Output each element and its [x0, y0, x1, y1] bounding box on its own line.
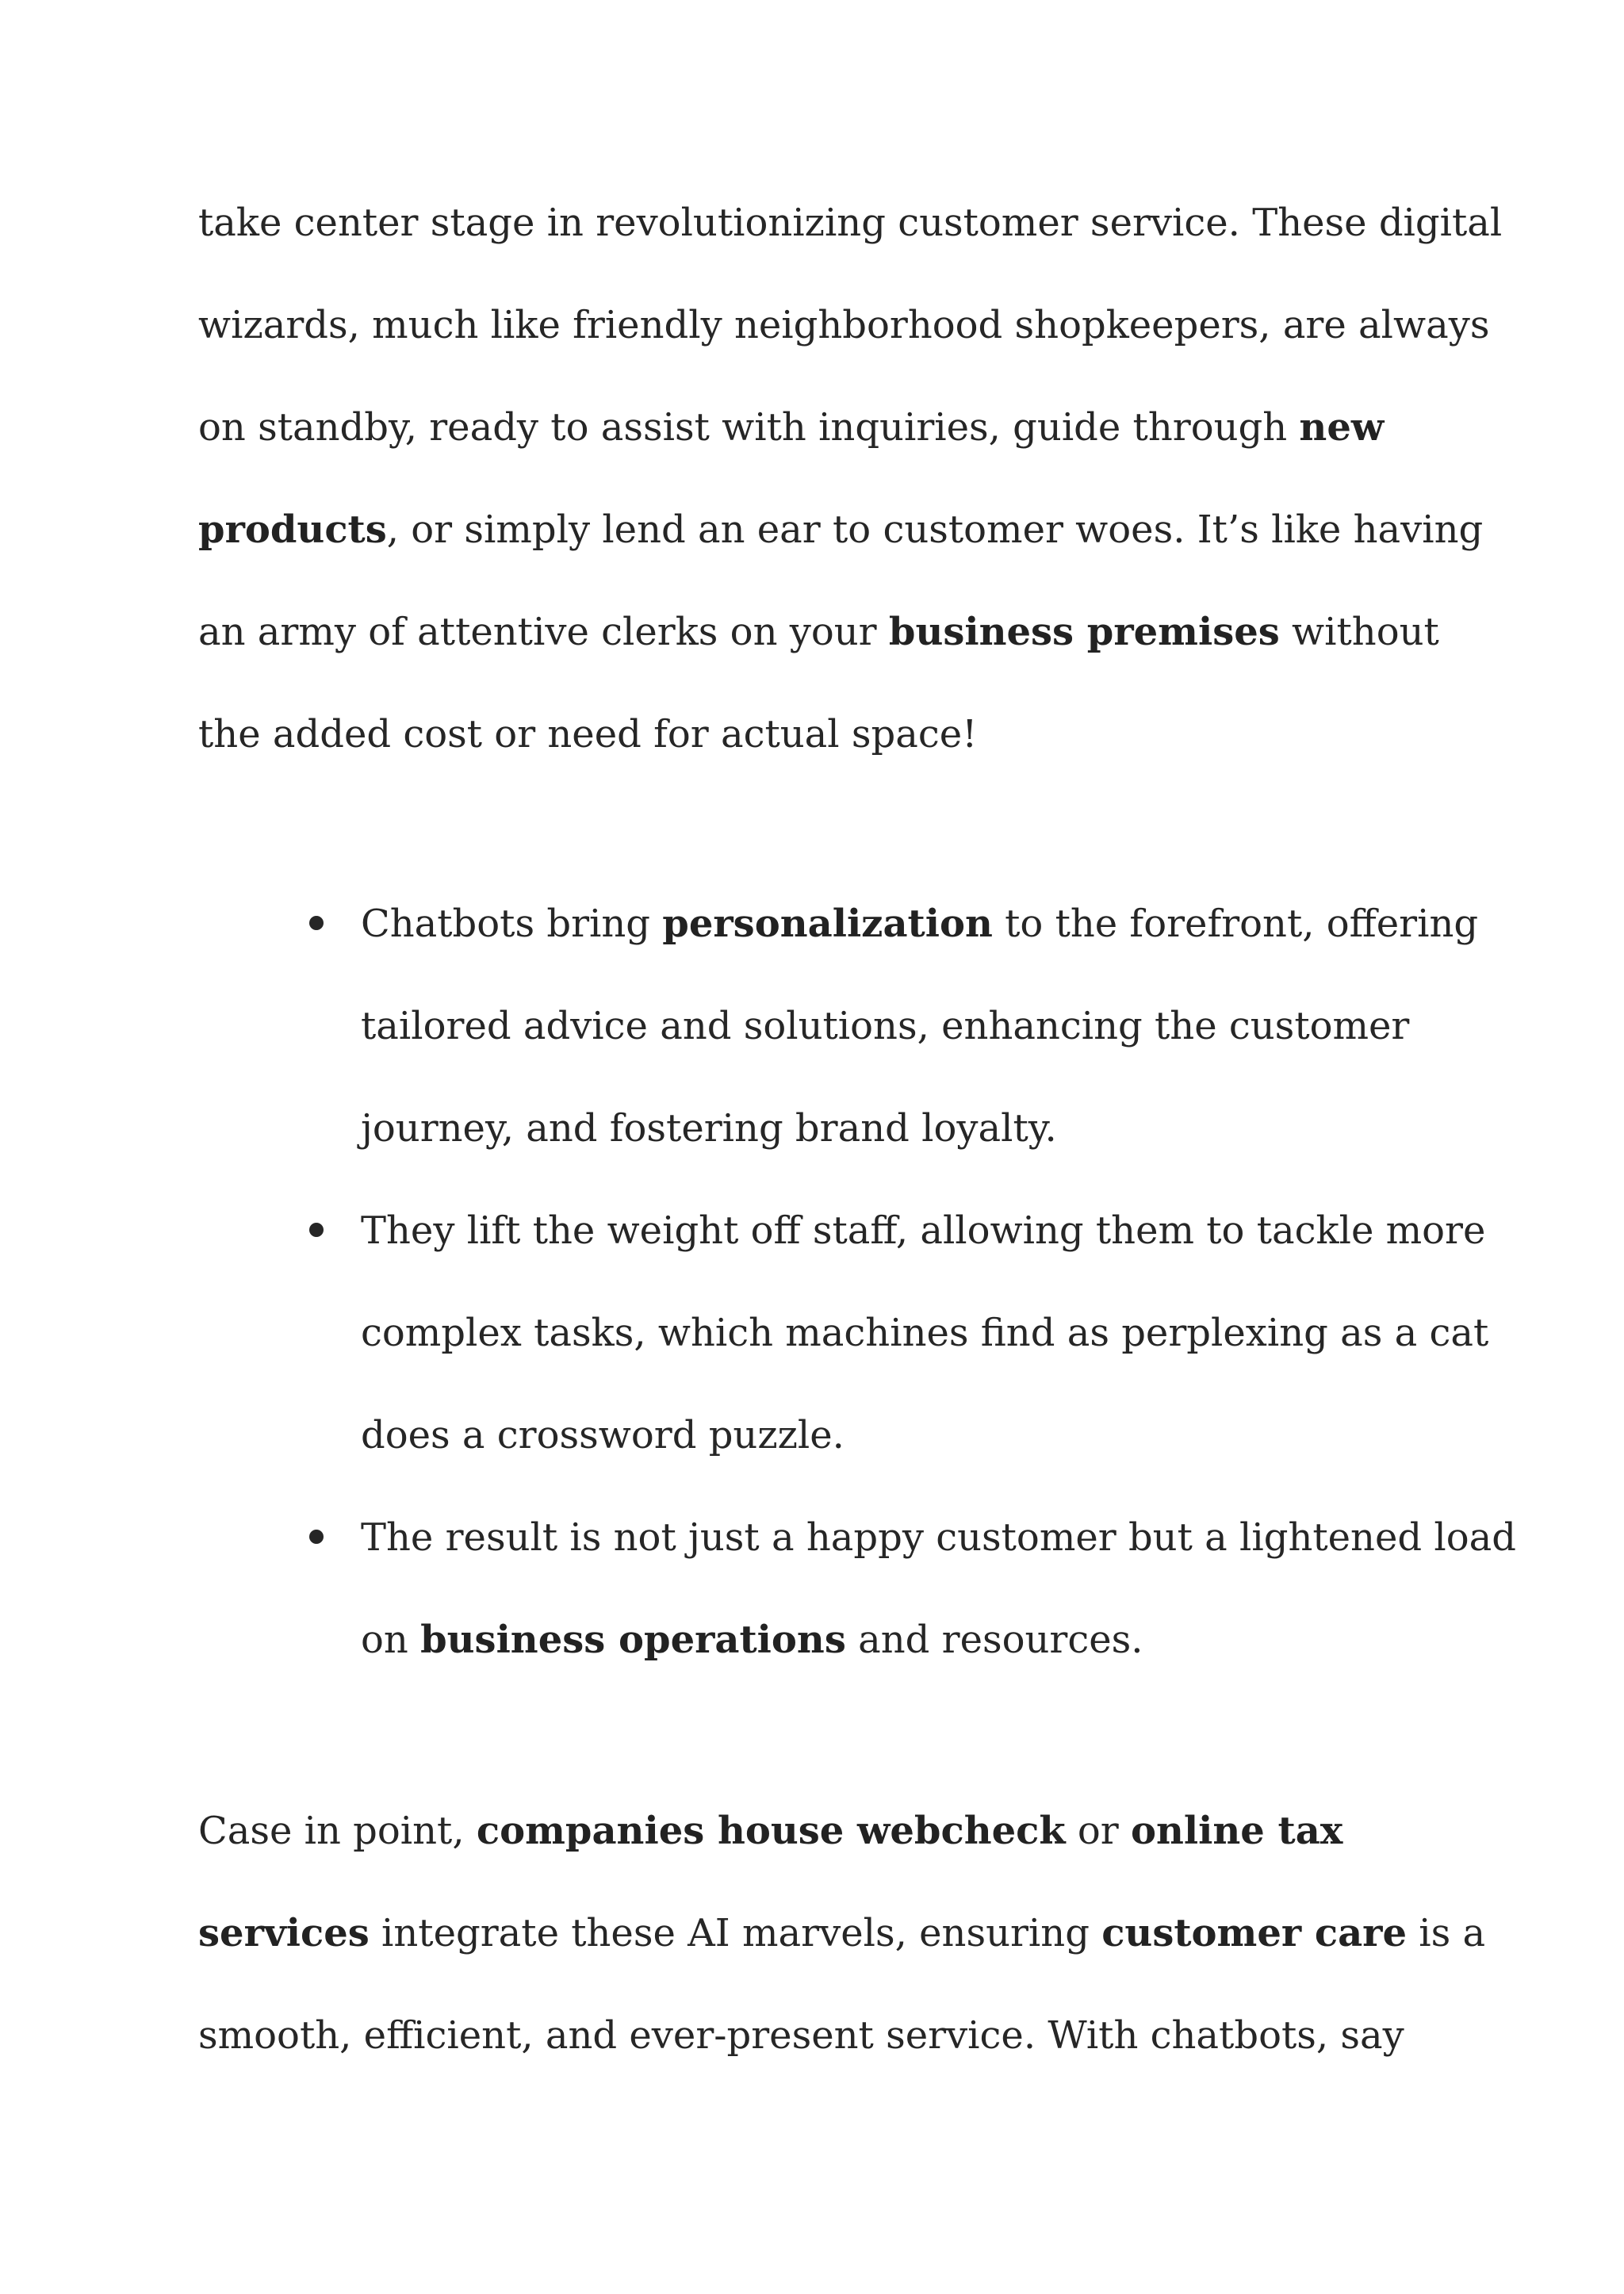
paragraph-line	[198, 1909, 1485, 1957]
list-item-line	[361, 1105, 1057, 1152]
text-run: to the forefront, offering	[992, 902, 1479, 946]
bold-term: customer care	[1101, 1911, 1408, 1955]
text-run: without	[1279, 610, 1439, 654]
paragraph-line	[198, 608, 1439, 656]
paragraph-line	[198, 1807, 1342, 1855]
text-run: journey, and fostering brand loyalty.	[361, 1106, 1057, 1151]
bold-term: business premises	[888, 610, 1280, 654]
text-run: is a	[1407, 1911, 1486, 1955]
bullet-icon	[309, 1223, 324, 1237]
text-run: on standby, ready to assist with inquiries, guide through	[198, 405, 1300, 450]
text-run: smooth, efficient, and ever-present service. With chatbots, say	[198, 2013, 1404, 2058]
bold-term: products	[198, 507, 387, 552]
bold-term: new	[1299, 405, 1385, 450]
bold-term: online tax	[1130, 1809, 1343, 1853]
paragraph-line	[198, 710, 977, 758]
bold-term: personalization	[662, 902, 993, 946]
text-run: The result is not just a happy customer but a lightened load	[361, 1515, 1516, 1560]
text-run: an army of attentive clerks on your	[198, 610, 889, 654]
text-run: on	[361, 1618, 421, 1662]
text-run: take center stage in revolutionizing customer service. These digital	[198, 201, 1503, 245]
list-item-line	[361, 900, 1478, 948]
text-run: does a crossword puzzle.	[361, 1413, 845, 1457]
text-run: , or simply lend an ear to customer woes. It’s like having	[386, 507, 1484, 552]
paragraph-line	[198, 2012, 1404, 2059]
text-run: and resources.	[845, 1618, 1143, 1662]
text-run: Chatbots bring	[361, 902, 663, 946]
text-run: They lift the weight off staff, allowing them to tackle more	[361, 1208, 1486, 1253]
list-item-line	[361, 1309, 1488, 1357]
text-run: tailored advice and solutions, enhancing the customer	[361, 1004, 1410, 1048]
paragraph-line	[198, 301, 1489, 349]
text-run: complex tasks, which machines find as perplexing as a cat	[361, 1311, 1489, 1355]
bullet-icon	[309, 916, 324, 930]
list-item-line	[361, 1514, 1516, 1561]
paragraph-line	[198, 199, 1502, 247]
bullet-icon	[309, 1530, 324, 1544]
text-run: or	[1065, 1809, 1131, 1853]
bold-term: services	[198, 1911, 370, 1955]
list-item-line	[361, 1207, 1485, 1254]
list-item-line	[361, 1616, 1143, 1664]
paragraph-line	[198, 404, 1384, 451]
bold-term: business operations	[420, 1618, 846, 1662]
bold-term: companies house webcheck	[476, 1809, 1066, 1853]
text-run: the added cost or need for actual space!	[198, 712, 978, 756]
text-run: wizards, much like friendly neighborhood shopkeepers, are always	[198, 303, 1490, 347]
list-item-line	[361, 1411, 845, 1459]
list-item-line	[361, 1002, 1409, 1050]
text-run: Case in point,	[198, 1809, 477, 1853]
text-run: integrate these AI marvels, ensuring	[369, 1911, 1102, 1955]
paragraph-line	[198, 506, 1483, 553]
